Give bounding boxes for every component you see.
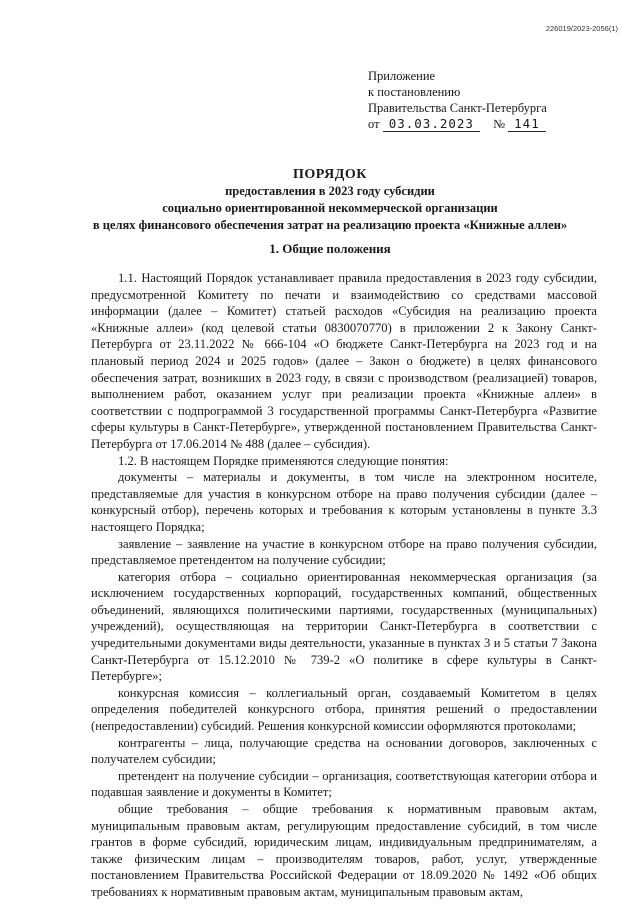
appendix-date-line	[368, 116, 547, 132]
paragraph: 1.2. В настоящем Порядке применяются следующие понятия:	[118, 453, 449, 468]
paragraph: 1.1. Настоящий Порядок устанавливает правила предоставления в 2023 году субсидии, предусмотренной Комитету по печати и взаимодействию со средствами массовой информации (далее – Комитет) статьей расходов «Субсидия на реализацию проекта «Книжные аллеи» (код целевой статьи 0830070770) в приложении 2 к Закону Санкт-Петербурга от 23.11.2022 № 666-104 «О бюджете Санкт-Петербурга на 2023 год и на плановый период 2024 и 2025 годов» (далее – Закон о бюджете) в целях финансового обеспечения затрат, возникших в 2023 году, в связи с производством (реализацией) товаров, выполнением работ, оказанием услуг при реализации проекта «Книжные аллеи» в соответствии с подпрограммой 3 государственной программы Санкт-Петербурга «Развитие сферы культуры в Санкт-Петербурге», утвержденной постановлением Правительства Санкт-Петербурга от 17.06.2014 № 488 (далее – субсидия).	[91, 271, 597, 451]
title-main: ПОРЯДОК	[293, 167, 367, 182]
paragraph: категория отбора – социально ориентированная некоммерческая организация (за исключением государственных корпораций, государственных компаний, общественных объединений, являющихся политическими партиями, государственных (муниципальных) учреждений), осуществляющая на территории Санкт-Петербурга в соответствии с учредительными документами виды деятельности, указанные в пунктах 3 и 5 статьи 7 Закона Санкт-Петербурга от 15.12.2010 № 739-2 «О политике в сфере культуры в Санкт-Петербурге»;	[91, 569, 597, 684]
paragraph: общие требования – общие требования к нормативным правовым актам, муниципальным правовым актам, регулирующим предоставление субсидий, в том числе грантов в форме субсидий, юридическим лицам, индивидуальным предпринимателям, а также физическим лицам – производителям товаров, работ, услуг, утвержденные постановлением Правительства Российской Федерации от 18.09.2020 № 1492 «Об общих требованиях к нормативным правовым актам, муниципальным правовым актам,	[91, 802, 597, 899]
section-heading: 1. Общие положения	[269, 241, 391, 256]
document-body	[91, 270, 597, 901]
paragraph: заявление – заявление на участие в конкурсном отборе на право получения субсидии, представляемое претендентом на получение субсидии;	[91, 536, 597, 568]
paragraph: претендент на получение субсидии – организация, соответствующая категории отбора и подавшая заявление и документы в Комитет;	[91, 768, 597, 800]
appendix-line-3: Правительства Санкт-Петербурга	[368, 101, 547, 115]
decree-date: 03.03.2023	[383, 116, 480, 132]
appendix-block	[368, 68, 547, 132]
appendix-line-1: Приложение	[368, 69, 436, 83]
paragraph: документы – материалы и документы, в том числе на электронном носителе, представляемые для участия в конкурсном отборе на право получения субсидии (далее – конкурсный отбор), перечень которых и требования к которым установлены в пункте 3.3 настоящего Порядка;	[91, 470, 597, 534]
date-prefix: от	[368, 117, 380, 131]
title-line-4: в целях финансового обеспечения затрат на реализацию проекта «Книжные аллеи»	[92, 218, 568, 232]
document-id: 226019/2023-2056(1)	[545, 24, 618, 33]
paragraph: конкурсная комиссия – коллегиальный орган, создаваемый Комитетом в целях определения победителей конкурсного отбора, принятия решений о предоставлении (непредоставлении) субсидий. Решения конкурсной комиссии оформляются протоколами;	[91, 685, 597, 734]
document-title	[60, 166, 600, 234]
title-line-2: предоставления в 2023 году субсидии	[225, 184, 435, 198]
paragraph: контрагенты – лица, получающие средства на основании договоров, заключенных с получателем субсидии;	[91, 735, 597, 767]
title-line-3: социально ориентированной некоммерческой организации	[162, 201, 498, 215]
decree-number: 141	[508, 116, 546, 132]
number-label: №	[493, 117, 506, 131]
appendix-line-2: к постановлению	[368, 85, 461, 99]
